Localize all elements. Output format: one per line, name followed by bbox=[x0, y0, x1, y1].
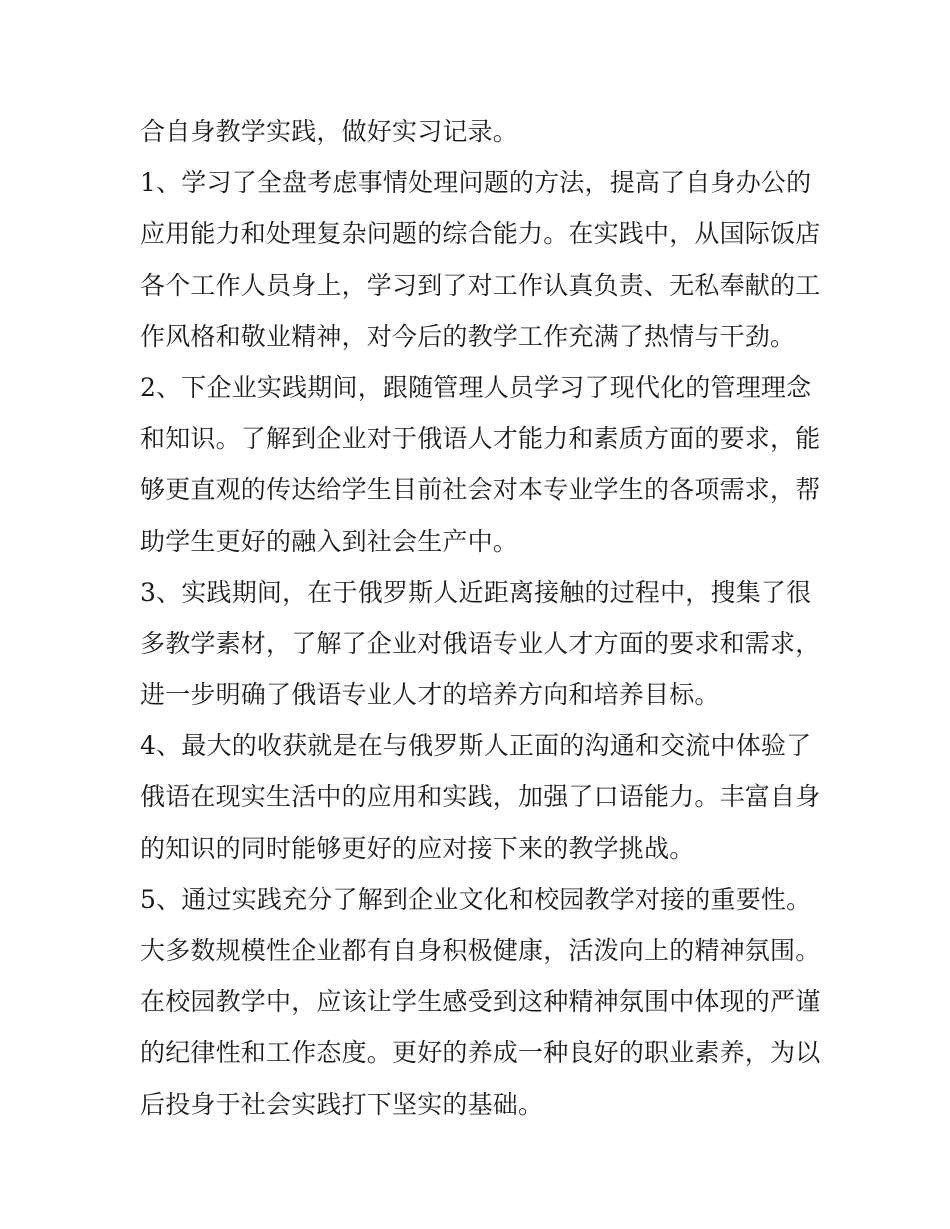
text-line: 5、通过实践充分了解到企业文化和校园教学对接的重要性。 bbox=[140, 884, 812, 914]
text-line: 的纪律性和工作态度。更好的养成一种良好的职业素养，为以 bbox=[140, 1038, 821, 1068]
text-line: 进一步明确了俄语专业人才的培养方向和培养目标。 bbox=[140, 680, 720, 710]
text-line: 2、下企业实践期间，跟随管理人员学习了现代化的管理理念 bbox=[140, 372, 812, 402]
text-line: 合自身教学实践，做好实习记录。 bbox=[140, 117, 519, 146]
text-line: 和知识。了解到企业对于俄语人才能力和素质方面的要求，能 bbox=[140, 424, 821, 454]
text-line: 够更直观的传达给学生目前社会对本专业学生的各项需求，帮 bbox=[140, 475, 821, 505]
text-line: 助学生更好的融入到社会生产中。 bbox=[140, 526, 519, 556]
text-line: 各个工作人员身上，学习到了对工作认真负责、无私奉献的工 bbox=[140, 270, 821, 300]
text-line: 多教学素材，了解了企业对俄语专业人才方面的要求和需求， bbox=[140, 628, 821, 658]
text-line: 作风格和敬业精神，对今后的教学工作充满了热情与干劲。 bbox=[140, 321, 796, 351]
text-line: 在校园教学中，应该让学生感受到这种精神氛围中体现的严谨 bbox=[140, 987, 821, 1017]
text-line: 3、实践期间，在于俄罗斯人近距离接触的过程中，搜集了很 bbox=[140, 577, 812, 607]
text-line: 俄语在现实生活中的应用和实践，加强了口语能力。丰富自身 bbox=[140, 782, 821, 812]
text-line: 应用能力和处理复杂问题的综合能力。在实践中，从国际饭店 bbox=[140, 219, 821, 249]
document-body bbox=[140, 106, 820, 1130]
text-line: 4、最大的收获就是在与俄罗斯人正面的沟通和交流中体验了 bbox=[140, 731, 812, 761]
text-line: 大多数规模性企业都有自身积极健康，活泼向上的精神氛围。 bbox=[140, 936, 821, 965]
text-line: 1、学习了全盘考虑事情处理问题的方法，提高了自身办公的 bbox=[140, 168, 812, 198]
text-line: 后投身于社会实践打下坚实的基础。 bbox=[140, 1089, 544, 1119]
text-line: 的知识的同时能够更好的应对接下来的教学挑战。 bbox=[140, 833, 695, 863]
